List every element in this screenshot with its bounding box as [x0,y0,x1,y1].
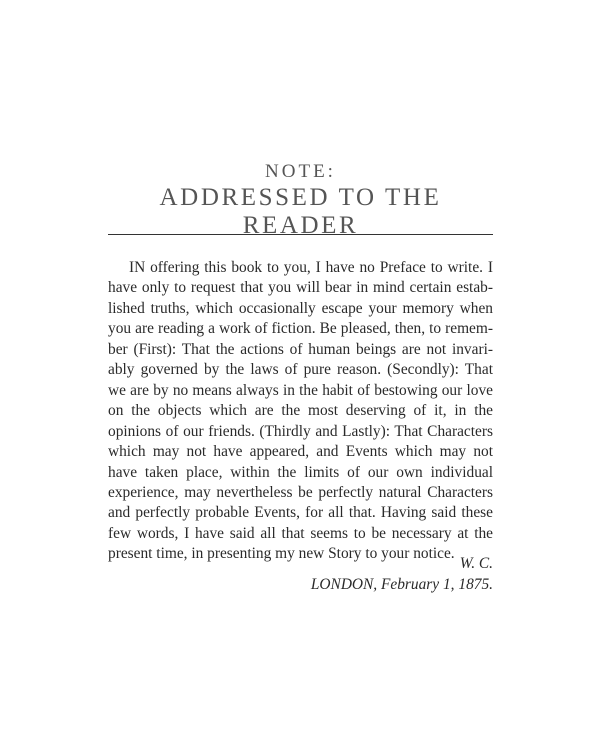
place-and-date: LONDON, February 1, 1875. [310,576,493,593]
author-initials: W. C. [459,555,493,572]
page-title: ADDRESSED TO THE READER [159,184,442,239]
note-label: NOTE: [265,161,336,182]
title-divider [108,234,493,235]
note-paragraph: IN offering this book to you, I have no Preface to write. I have only to request that you will bear in mind certain established truths, which occasionally escape your memory when you are reading a work of fiction. Be pleased, then, to remember (First): That the actions of human beings are not invariably governed by the laws of pure reason. (Secondly): That we are by no means always in the habit of bestowing our love on the objects which are the most deserving of it, in the opinions of our friends. (Thirdly and Lastly): That Characters which may not have appeared, and Events which may not have taken place, within the limits of our own individual experience, may nevertheless be perfectly natural Characters and perfectly probable Events, for all that. Having said these few words, I have said all that seems to be necessary at the present time, in presenting my new Story to your notice. [108,259,493,563]
